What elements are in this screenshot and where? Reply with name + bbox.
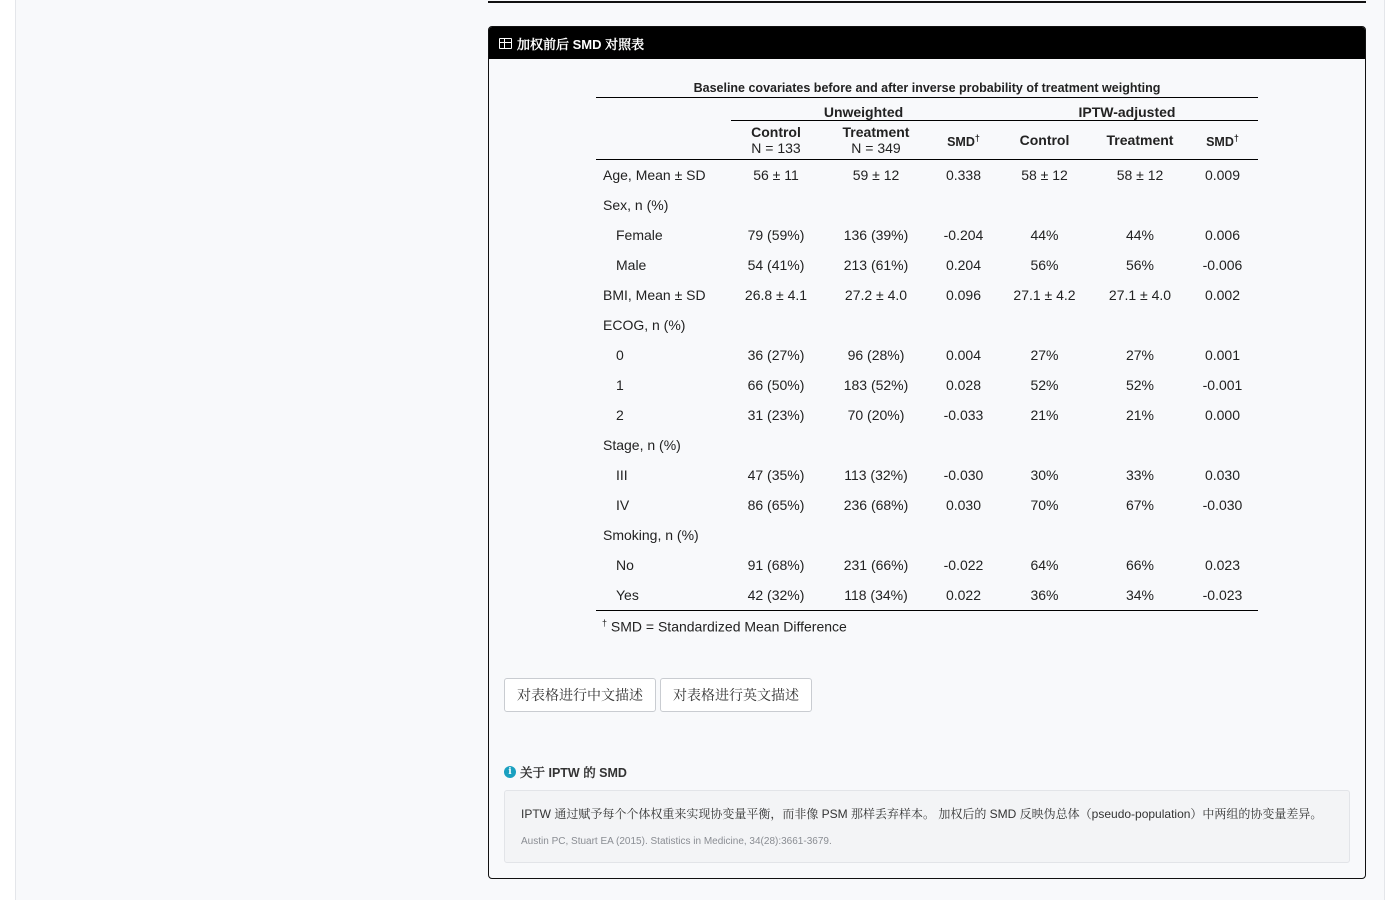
table-cell: 44% (1125, 227, 1155, 243)
table-cell: 0.096 (945, 287, 982, 303)
table-cell: 0.004 (945, 347, 982, 363)
table-cell: 34% (1125, 587, 1155, 603)
table-cell: 0.009 (1204, 167, 1241, 183)
col-adjusted-control: Control (996, 121, 1093, 160)
table-cell: 0.030 (945, 497, 982, 513)
table-row (596, 460, 1258, 490)
table-cell: 70 (20%) (847, 407, 905, 423)
table-body (596, 160, 1258, 611)
table-row (596, 250, 1258, 280)
table-cell: 42 (32%) (747, 587, 805, 603)
group-iptw-adjusted: IPTW-adjusted (996, 98, 1258, 121)
row-label: No (616, 557, 634, 573)
row-label: Female (616, 227, 663, 243)
table-row (596, 550, 1258, 580)
table-cell: 27% (1125, 347, 1155, 363)
table-cell (731, 520, 821, 550)
col-unweighted-smd: SMD† (931, 121, 996, 160)
table-cell: 54 (41%) (747, 257, 805, 273)
info-text: IPTW 通过赋予每个个体权重来实现协变量平衡，而非像 PSM 那样丢弃样本。 加权后的 SMD 反映伪总体（pseudo-population）中两组的协变量差异。 (521, 807, 1323, 821)
table-row (596, 580, 1258, 611)
table-row (596, 520, 1258, 550)
table-row (596, 280, 1258, 310)
row-label: III (616, 467, 628, 483)
row-label: 1 (616, 377, 624, 393)
table-cell: 21% (1030, 407, 1059, 423)
table-cell: -0.001 (1202, 377, 1243, 393)
table-cell: -0.030 (1202, 497, 1243, 513)
table-cell (1187, 190, 1258, 220)
table-cell (731, 190, 821, 220)
table-cell: -0.023 (1202, 587, 1243, 603)
table-row (596, 400, 1258, 430)
table-cell (731, 430, 821, 460)
table-cell: 52% (1125, 377, 1155, 393)
action-buttons (504, 678, 812, 712)
table-cell (1093, 520, 1187, 550)
table-cell: 136 (39%) (843, 227, 909, 243)
table-cell (821, 430, 931, 460)
table-cell: 56 ± 11 (753, 167, 799, 183)
table-cell: 0.000 (1204, 407, 1241, 423)
table-row (596, 490, 1258, 520)
table-cell: 52% (1030, 377, 1059, 393)
table-cell: 66 (50%) (747, 377, 805, 393)
row-label: 2 (616, 407, 624, 423)
previous-card-border (488, 0, 1366, 3)
table-cell: 64% (1030, 557, 1059, 573)
table-cell: 36% (1030, 587, 1059, 603)
table-cell (821, 190, 931, 220)
table-cell: 113 (32%) (844, 467, 908, 483)
table-cell (821, 310, 931, 340)
row-label: Sex, n (%) (603, 197, 669, 213)
table-row (596, 370, 1258, 400)
table-cell (731, 310, 821, 340)
table-row (596, 220, 1258, 250)
group-unweighted: Unweighted (731, 98, 996, 121)
row-label: Yes (616, 587, 639, 603)
table-row (596, 160, 1258, 191)
table-cell: 0.001 (1204, 347, 1241, 363)
smd-comparison-card (488, 26, 1366, 879)
table-icon (499, 38, 512, 49)
table-cell (1093, 310, 1187, 340)
smd-table (596, 97, 1258, 611)
table-cell (996, 190, 1093, 220)
col-adjusted-smd: SMD† (1187, 121, 1258, 160)
table-cell (1187, 520, 1258, 550)
table-cell: 33% (1125, 467, 1155, 483)
table-cell: -0.006 (1202, 257, 1243, 273)
table-cell: 0.204 (945, 257, 982, 273)
table-caption: Baseline covariates before and after inverse probability of treatment weighting (693, 81, 1161, 95)
row-label: Male (616, 257, 647, 273)
table-cell (1093, 430, 1187, 460)
describe-english-button[interactable]: 对表格进行英文描述 (660, 678, 812, 712)
header-group-row (596, 98, 1258, 121)
table-cell: 27.1 ± 4.0 (1108, 287, 1172, 303)
table-cell: 0.030 (1204, 467, 1241, 483)
card-title: 加权前后 SMD 对照表 (517, 36, 645, 52)
table-cell: 236 (68%) (843, 497, 909, 513)
table-cell: 0.338 (945, 167, 982, 183)
table-cell (931, 190, 996, 220)
table-cell: 36 (27%) (747, 347, 805, 363)
row-label: BMI, Mean ± SD (603, 287, 706, 303)
table-cell (996, 430, 1093, 460)
row-label: Stage, n (%) (603, 437, 681, 453)
col-unweighted-treatment: Treatment N = 349 (821, 121, 931, 160)
row-label: ECOG, n (%) (603, 317, 686, 333)
table-cell: 118 (34%) (844, 587, 908, 603)
row-label: IV (616, 497, 630, 513)
table-cell (931, 520, 996, 550)
col-unweighted-control: Control N = 133 (731, 121, 821, 160)
row-label: Age, Mean ± SD (603, 167, 706, 183)
table-cell: -0.022 (943, 557, 984, 573)
table-cell: 56% (1030, 257, 1059, 273)
info-icon: i (504, 766, 516, 778)
table-cell: 96 (28%) (847, 347, 905, 363)
table-cell: -0.204 (943, 227, 984, 243)
table-cell: 47 (35%) (747, 467, 805, 483)
table-cell: 0.006 (1204, 227, 1241, 243)
table-cell: 26.8 ± 4.1 (744, 287, 808, 303)
row-label: 0 (616, 347, 624, 363)
table-cell: 67% (1125, 497, 1155, 513)
table-cell: 213 (61%) (843, 257, 909, 273)
table-cell: 30% (1030, 467, 1059, 483)
info-heading (504, 763, 627, 781)
table-cell: 0.022 (945, 587, 982, 603)
row-label: Smoking, n (%) (603, 527, 699, 543)
table-row (596, 310, 1258, 340)
table-cell: -0.033 (943, 407, 984, 423)
header-columns-row (596, 121, 1258, 160)
table-cell: 27.1 ± 4.2 (1013, 287, 1076, 303)
table-cell (1187, 430, 1258, 460)
table-cell: 70% (1030, 497, 1059, 513)
info-title: 关于 IPTW 的 SMD (520, 766, 627, 780)
table-cell: 58 ± 12 (1021, 167, 1068, 183)
table-cell: -0.030 (943, 467, 984, 483)
table-cell: 56% (1125, 257, 1155, 273)
table-cell: 79 (59%) (747, 227, 805, 243)
table-cell (1187, 310, 1258, 340)
table-cell (931, 310, 996, 340)
table-row (596, 430, 1258, 460)
table-cell: 59 ± 12 (852, 167, 900, 183)
table-cell: 21% (1125, 407, 1155, 423)
table-cell: 27.2 ± 4.0 (844, 287, 908, 303)
table-cell (931, 430, 996, 460)
col-adjusted-treatment: Treatment (1093, 121, 1187, 160)
info-reference: Austin PC, Stuart EA (2015). Statistics in Medicine, 34(28):3661-3679. (521, 836, 832, 847)
table-cell: 31 (23%) (747, 407, 805, 423)
table-cell (996, 310, 1093, 340)
table-cell: 183 (52%) (843, 377, 909, 393)
table-cell: 0.023 (1204, 557, 1241, 573)
table-cell: 91 (68%) (747, 557, 805, 573)
table-cell: 58 ± 12 (1116, 167, 1164, 183)
table-cell (821, 520, 931, 550)
info-box (504, 790, 1350, 863)
table-cell (1093, 190, 1187, 220)
table-footnote: † SMD = Standardized Mean Difference (602, 618, 847, 635)
table-cell: 231 (66%) (843, 557, 909, 573)
table-cell (996, 520, 1093, 550)
describe-chinese-button[interactable]: 对表格进行中文描述 (504, 678, 656, 712)
table-cell: 27% (1030, 347, 1059, 363)
table-cell: 66% (1125, 557, 1155, 573)
smd-table-container (596, 79, 1258, 635)
table-cell: 0.028 (945, 377, 982, 393)
table-cell: 44% (1030, 227, 1059, 243)
table-cell: 86 (65%) (747, 497, 805, 513)
table-cell: 0.002 (1204, 287, 1241, 303)
table-row (596, 190, 1258, 220)
card-header (489, 27, 1365, 59)
table-row (596, 340, 1258, 370)
